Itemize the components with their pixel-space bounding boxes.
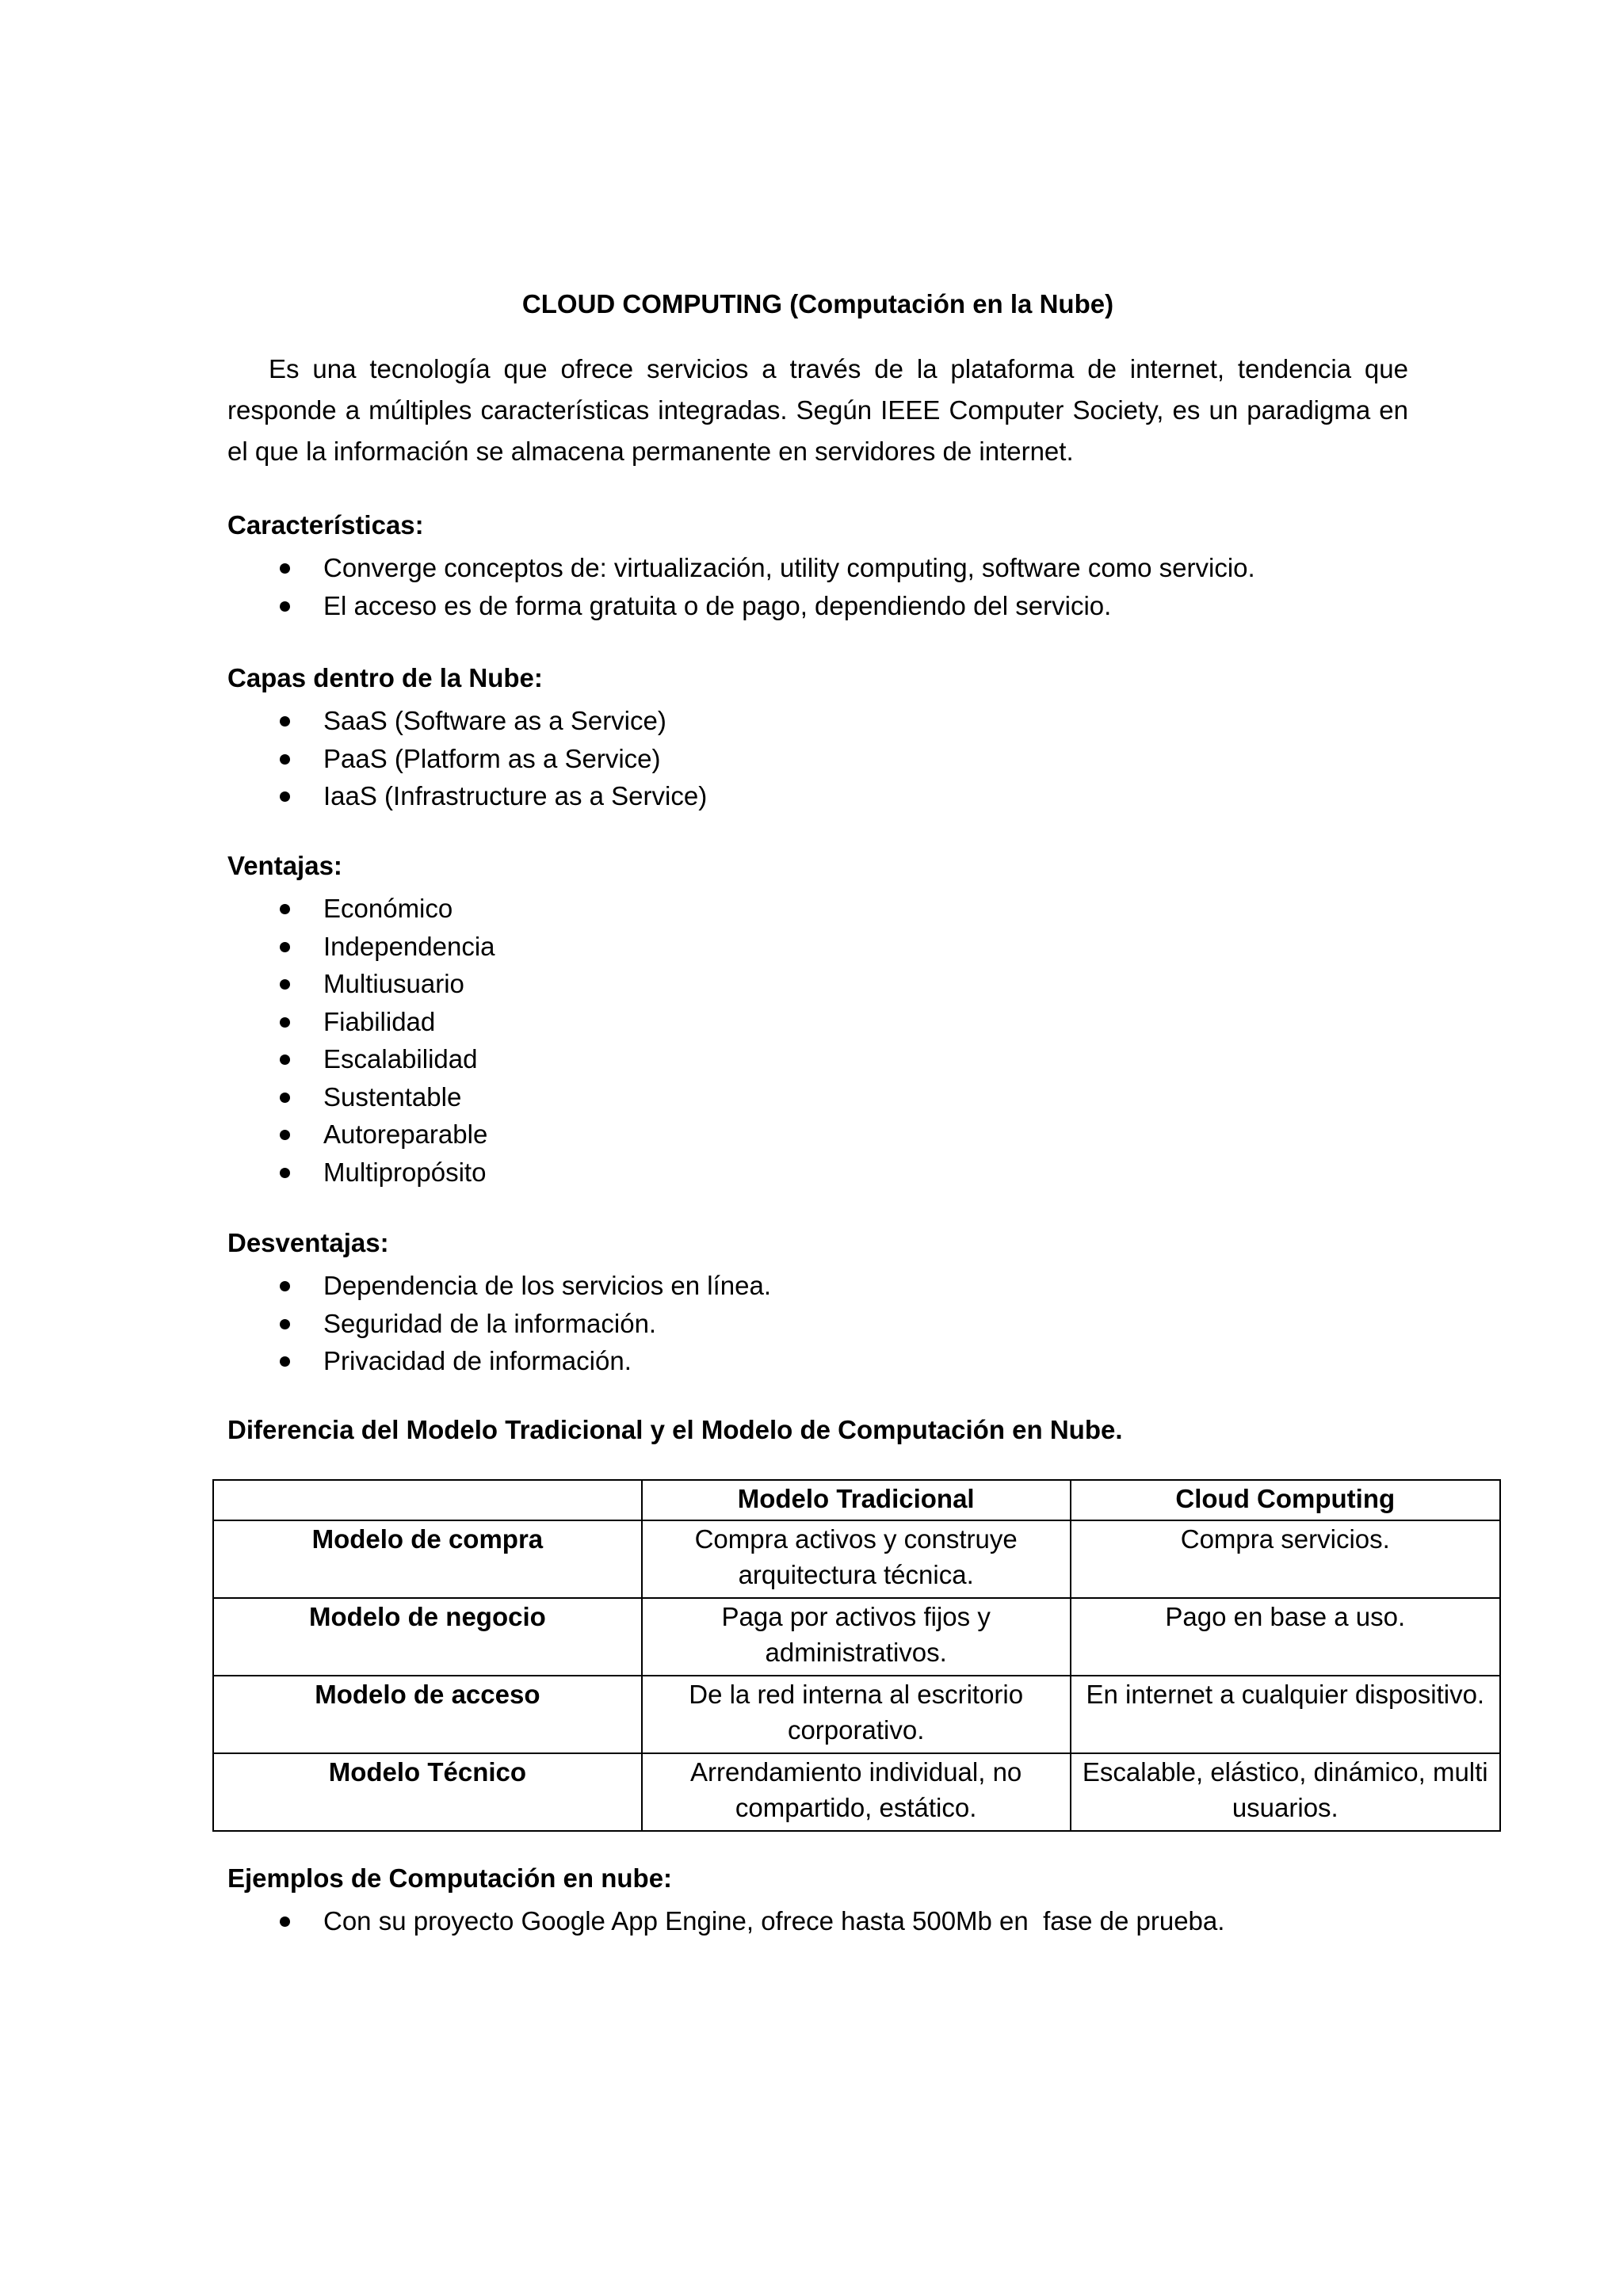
bullet-icon <box>280 1055 290 1065</box>
list-item-text: PaaS (Platform as a Service) <box>323 743 661 773</box>
bullet-icon <box>280 979 290 990</box>
section-ejemplos <box>227 1861 1575 1940</box>
list-item <box>227 890 1575 928</box>
bullet-list <box>227 890 1575 1191</box>
list-item-text: Escalabilidad <box>323 1044 478 1074</box>
bullet-icon <box>280 1093 290 1103</box>
bullet-icon <box>280 1356 290 1367</box>
list-item <box>227 965 1575 1003</box>
list-item-text: Fiabilidad <box>323 1006 436 1036</box>
bullet-icon <box>280 904 290 914</box>
bullet-icon <box>280 601 290 612</box>
bullet-list <box>227 1902 1575 1940</box>
list-item-text: Converge conceptos de: virtualización, utility computing, software como servicio. <box>323 553 1255 582</box>
bullet-icon <box>280 1319 290 1329</box>
bullet-list <box>227 702 1575 815</box>
bullet-icon <box>280 1017 290 1028</box>
section-desventajas <box>227 1226 1575 1380</box>
row-header-cell: Modelo de negocio <box>213 1598 642 1676</box>
list-item-text: Seguridad de la información. <box>323 1308 657 1338</box>
section-heading: Ejemplos de Computación en nube: <box>227 1863 673 1893</box>
table-cell: Paga por activos fijos y administrativos. <box>642 1598 1071 1676</box>
list-item-text: Sustentable <box>323 1081 462 1112</box>
list-item-text: IaaS (Infrastructure as a Service) <box>323 781 708 810</box>
list-item <box>227 1305 1575 1343</box>
list-item <box>227 1078 1575 1116</box>
list-item-text: Dependencia de los servicios en línea. <box>323 1271 772 1300</box>
bullet-icon <box>280 754 290 765</box>
list-item <box>227 928 1575 966</box>
list-item-text: Multiusuario <box>323 969 464 998</box>
table-row <box>213 1520 1500 1598</box>
list-item <box>227 702 1575 740</box>
bullet-icon <box>280 563 290 574</box>
table-header-cell <box>213 1480 642 1520</box>
bullet-icon <box>280 791 290 802</box>
section-diferencia <box>227 1413 1575 1454</box>
section-heading: Ventajas: <box>227 851 342 880</box>
bullet-list <box>227 1267 1575 1380</box>
section-caracteristicas <box>227 508 1575 624</box>
table-cell: Pago en base a uso. <box>1071 1598 1500 1676</box>
list-item-text: Con su proyecto Google App Engine, ofrece hasta 500Mb en fase de prueba. <box>323 1906 1225 1936</box>
table-row <box>213 1753 1500 1831</box>
table-cell: Compra activos y construye arquitectura técnica. <box>642 1520 1071 1598</box>
section-capas <box>227 661 1575 815</box>
bullet-icon <box>280 1168 290 1178</box>
bullet-icon <box>280 1130 290 1140</box>
row-header-cell: Modelo de acceso <box>213 1676 642 1753</box>
row-header-cell: Modelo Técnico <box>213 1753 642 1831</box>
list-item-text: Económico <box>323 894 453 923</box>
list-item-text: El acceso es de forma gratuita o de pago, dependiendo del servicio. <box>323 590 1112 620</box>
table-cell: En internet a cualquier dispositivo. <box>1071 1676 1500 1753</box>
document-title: CLOUD COMPUTING (Computación en la Nube) <box>521 289 1114 318</box>
list-item <box>227 587 1575 625</box>
list-item-text: Multipropósito <box>323 1157 487 1187</box>
bullet-icon <box>280 1281 290 1291</box>
list-item <box>227 1154 1575 1192</box>
section-heading: Capas dentro de la Nube: <box>227 663 543 692</box>
intro-paragraph: Es una tecnología que ofrece servicios a través de la plataforma de internet, tendencia que responde a múltiples características integradas. Según IEEE Computer Society, es un paradigma en el que la información se almacena permanente en servidores de internet. <box>227 354 1408 466</box>
table-header-row <box>213 1480 1500 1520</box>
table-cell: Arrendamiento individual, no compartido, estático. <box>642 1753 1071 1831</box>
table-header-cell: Cloud Computing <box>1071 1480 1500 1520</box>
bullet-icon <box>280 1917 290 1927</box>
list-item-text: Autoreparable <box>323 1119 488 1149</box>
list-item <box>227 1267 1575 1305</box>
table-cell: De la red interna al escritorio corporativo. <box>642 1676 1071 1753</box>
list-item-text: Privacidad de información. <box>323 1346 632 1375</box>
list-item <box>227 549 1575 587</box>
list-item <box>227 1902 1575 1940</box>
section-heading: Características: <box>227 510 424 540</box>
list-item <box>227 1342 1575 1380</box>
list-item <box>227 1003 1575 1041</box>
table-row <box>213 1676 1500 1753</box>
table-header-cell: Modelo Tradicional <box>642 1480 1071 1520</box>
bullet-icon <box>280 942 290 952</box>
section-heading: Diferencia del Modelo Tradicional y el Modelo de Computación en Nube. <box>227 1415 1123 1444</box>
table-cell: Escalable, elástico, dinámico, multi usuarios. <box>1071 1753 1500 1831</box>
table-cell: Compra servicios. <box>1071 1520 1500 1598</box>
bullet-icon <box>280 716 290 727</box>
section-heading: Desventajas: <box>227 1228 389 1257</box>
row-header-cell: Modelo de compra <box>213 1520 642 1598</box>
list-item <box>227 1116 1575 1154</box>
bullet-list <box>227 549 1575 624</box>
list-item-text: Independencia <box>323 931 495 961</box>
section-ventajas <box>227 849 1575 1191</box>
list-item <box>227 740 1575 778</box>
list-item-text: SaaS (Software as a Service) <box>323 706 666 735</box>
list-item <box>227 1040 1575 1078</box>
table-row <box>213 1598 1500 1676</box>
list-item <box>227 777 1575 815</box>
comparison-table <box>212 1479 1501 1832</box>
